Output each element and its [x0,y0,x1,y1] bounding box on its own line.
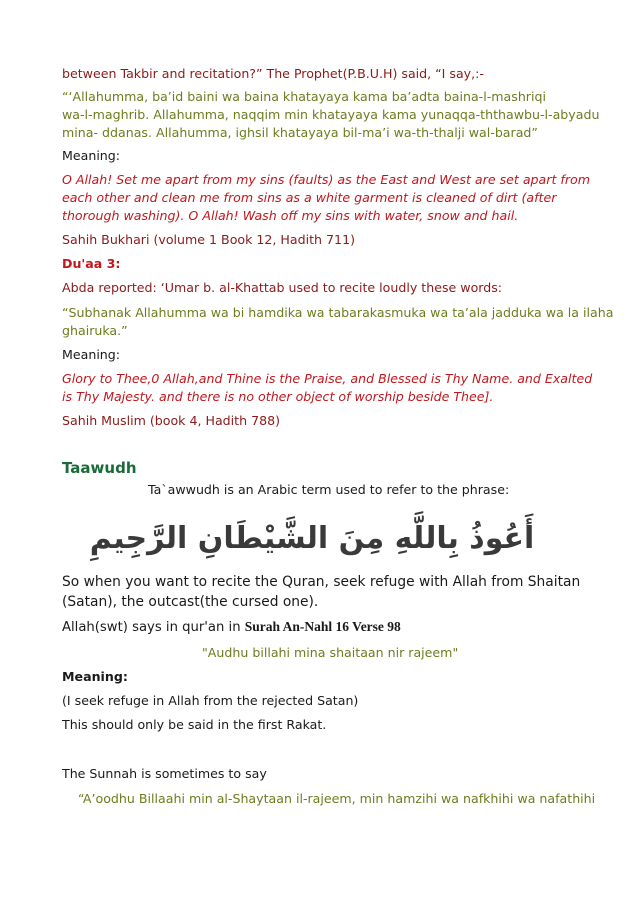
dua3-arabic-line-1: “Subhanak Allahumma wa bi hamdika wa tabarakasmuka wa ta’ala jadduka wa la ilaha [62,305,614,320]
dua2-meaning-line-1: O Allah! Set me apart from my sins (faults) as the East and West are set apart from [62,172,590,187]
taawudh-heading: Taawudh [62,459,137,477]
quran-prefix: Allah(swt) says in qur'an in [62,620,245,635]
taawudh-para-line-2: (Satan), the outcast(the cursed one). [62,594,319,610]
dua2-reference: Sahih Bukhari (volume 1 Book 12, Hadith 711) [62,232,355,247]
taawudh-note: This should only be said in the first Rakat. [62,717,327,732]
quran-surah-ref: Surah An-Nahl 16 Verse 98 [244,619,401,634]
dua3-meaning-label: Meaning: [62,347,121,362]
dua2-intro: between Takbir and recitation?” The Prophet(P.B.U.H) said, “I say,:- [62,66,484,81]
taawudh-para-line-1: So when you want to recite the Quran, seek refuge with Allah from Shaitan [62,574,581,590]
dua3-title: Du'aa 3: [62,256,121,271]
dua2-meaning-label: Meaning: [62,148,121,163]
dua3-reference: Sahih Muslim (book 4, Hadith 788) [62,413,281,428]
dua3-intro: Abda reported: ‘Umar b. al-Khattab used to recite loudly these words: [62,280,503,295]
dua2-arabic-line-2: wa-l-maghrib. Allahumma, naqqim min khatayaya kama yunaqqa-ththawbu-l-abyadu [62,107,600,122]
dua3-meaning-line-2: is Thy Majesty. and there is no other object of worship beside Thee]. [62,389,494,404]
dua2-arabic-line-1: “‘Allahumma, ba’id baini wa baina khatayaya kama ba’adta baina-l-mashriqi [62,89,546,104]
dua2-meaning-line-2: each other and clean me from sins as a white garment is cleaned of dirt (after [62,190,557,205]
sunnah-text: “A’oodhu Billaahi min al-Shaytaan il-rajeem, min hamzihi wa nafkhihi wa nafathihi [78,791,596,806]
taawudh-meaning: (I seek refuge in Allah from the rejected Satan) [62,693,359,708]
taawudh-definition: Ta`awwudh is an Arabic term used to refer to the phrase: [148,482,510,497]
quran-reference-line [62,619,401,636]
arabic-calligraphy-image [89,506,535,566]
taawudh-transliteration: "Audhu billahi mina shaitaan nir rajeem" [202,645,459,660]
taawudh-meaning-label: Meaning: [62,669,128,684]
sunnah-intro: The Sunnah is sometimes to say [62,766,267,781]
dua3-arabic-line-2: ghairuka.” [62,323,128,338]
dua2-arabic-line-3: mina- ddanas. Allahumma, ighsil khatayaya bil-ma’i wa-th-thalji wal-barad” [62,125,538,140]
dua3-meaning-line-1: Glory to Thee,0 Allah,and Thine is the Praise, and Blessed is Thy Name. and Exalted [62,371,593,386]
arabic-phrase-text: أَعُوذُ بِاللَّهِ مِنَ الشَّيْطَانِ الرَّجِيمِ [89,521,535,556]
dua2-meaning-line-3: thorough washing). O Allah! Wash off my sins with water, snow and hail. [62,208,519,223]
